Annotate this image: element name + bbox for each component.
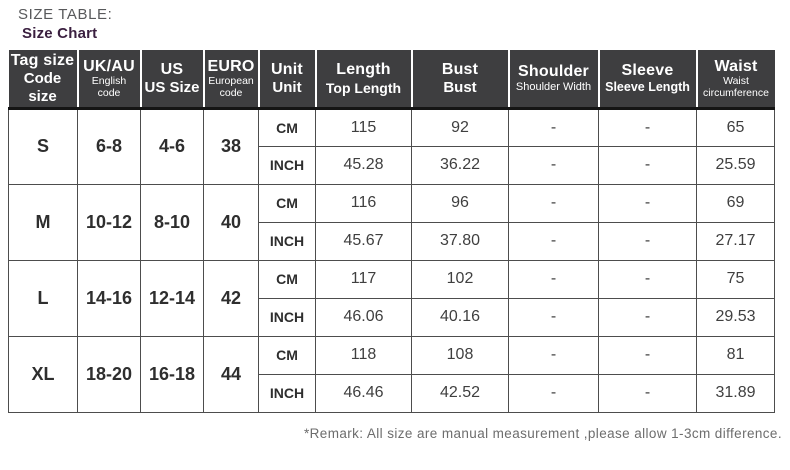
header-line2: Waist circumference bbox=[703, 75, 769, 99]
shoulder-value: - bbox=[509, 298, 599, 336]
waist-value: 31.89 bbox=[697, 374, 775, 412]
header-line1: Length bbox=[336, 61, 391, 79]
waist-value: 81 bbox=[697, 336, 775, 374]
col-header-bust bbox=[412, 50, 509, 108]
waist-value: 65 bbox=[697, 108, 775, 146]
bust-value: 92 bbox=[412, 108, 509, 146]
bust-value: 40.16 bbox=[412, 298, 509, 336]
unit-label: CM bbox=[259, 184, 316, 222]
page-title: SIZE TABLE: bbox=[18, 6, 113, 23]
length-value: 45.28 bbox=[316, 146, 412, 184]
header-line2: US Size bbox=[144, 79, 200, 97]
header-row bbox=[9, 50, 775, 108]
table-body bbox=[9, 108, 775, 412]
unit-label: CM bbox=[259, 108, 316, 146]
size-label: S bbox=[9, 108, 78, 184]
sleeve-value: - bbox=[599, 108, 697, 146]
header-line2: European code bbox=[208, 75, 254, 99]
bust-value: 108 bbox=[412, 336, 509, 374]
sleeve-value: - bbox=[599, 336, 697, 374]
col-header-length bbox=[316, 50, 412, 108]
header-line1: EURO bbox=[207, 57, 255, 75]
shoulder-value: - bbox=[509, 374, 599, 412]
unit-label: CM bbox=[259, 336, 316, 374]
header-line2: English code bbox=[91, 75, 127, 99]
euro-value: 38 bbox=[204, 108, 259, 184]
shoulder-value: - bbox=[509, 108, 599, 146]
size-label: L bbox=[9, 260, 78, 336]
col-header-sleeve bbox=[599, 50, 697, 108]
unit-label: INCH bbox=[259, 146, 316, 184]
waist-value: 27.17 bbox=[697, 222, 775, 260]
header-line1: Bust bbox=[441, 60, 479, 78]
header-line1: Shoulder bbox=[518, 62, 589, 80]
unit-label: INCH bbox=[259, 222, 316, 260]
col-header-unit bbox=[259, 50, 316, 108]
header-line2: Shoulder Width bbox=[515, 81, 592, 94]
waist-value: 29.53 bbox=[697, 298, 775, 336]
us-value: 16-18 bbox=[141, 336, 204, 412]
header-line1: UK/AU bbox=[83, 57, 135, 75]
remark-text: *Remark: All size are manual measurement ,please allow 1-3cm difference. bbox=[303, 425, 782, 441]
unit-label: INCH bbox=[259, 298, 316, 336]
shoulder-value: - bbox=[509, 222, 599, 260]
us-value: 12-14 bbox=[141, 260, 204, 336]
header-line2: Code size bbox=[23, 70, 62, 105]
size-label: XL bbox=[9, 336, 78, 412]
us-value: 4-6 bbox=[141, 108, 204, 184]
sleeve-value: - bbox=[599, 222, 697, 260]
shoulder-value: - bbox=[509, 336, 599, 374]
bust-value: 102 bbox=[412, 260, 509, 298]
header-line2: Top Length bbox=[325, 79, 402, 96]
bust-value: 42.52 bbox=[412, 374, 509, 412]
shoulder-value: - bbox=[509, 260, 599, 298]
table-row-m-cm bbox=[9, 184, 775, 222]
sleeve-value: - bbox=[599, 374, 697, 412]
col-header-euro bbox=[204, 50, 259, 108]
header-line2: Unit bbox=[272, 79, 302, 97]
sleeve-value: - bbox=[599, 298, 697, 336]
bust-value: 36.22 bbox=[412, 146, 509, 184]
bust-value: 96 bbox=[412, 184, 509, 222]
us-value: 8-10 bbox=[141, 184, 204, 260]
header-line1: Tag size bbox=[10, 52, 75, 69]
length-value: 117 bbox=[316, 260, 412, 298]
uk-au-value: 10-12 bbox=[78, 184, 141, 260]
col-header-shoulder bbox=[509, 50, 599, 108]
col-header-uk-au bbox=[78, 50, 141, 108]
waist-value: 75 bbox=[697, 260, 775, 298]
page-subtitle: Size Chart bbox=[22, 25, 98, 42]
sleeve-value: - bbox=[599, 260, 697, 298]
unit-label: CM bbox=[259, 260, 316, 298]
header-line2: Sleeve Length bbox=[605, 80, 690, 95]
length-value: 45.67 bbox=[316, 222, 412, 260]
waist-value: 69 bbox=[697, 184, 775, 222]
header-line1: US bbox=[160, 60, 184, 78]
length-value: 118 bbox=[316, 336, 412, 374]
sleeve-value: - bbox=[599, 146, 697, 184]
col-header-tag-size bbox=[9, 50, 78, 108]
shoulder-value: - bbox=[509, 146, 599, 184]
shoulder-value: - bbox=[509, 184, 599, 222]
length-value: 116 bbox=[316, 184, 412, 222]
sleeve-value: - bbox=[599, 184, 697, 222]
euro-value: 42 bbox=[204, 260, 259, 336]
header-line1: Unit bbox=[271, 60, 303, 78]
waist-value: 25.59 bbox=[697, 146, 775, 184]
uk-au-value: 18-20 bbox=[78, 336, 141, 412]
euro-value: 40 bbox=[204, 184, 259, 260]
euro-value: 44 bbox=[204, 336, 259, 412]
header-line1: Waist bbox=[714, 57, 758, 75]
length-value: 46.06 bbox=[316, 298, 412, 336]
size-label: M bbox=[9, 184, 78, 260]
table-header bbox=[9, 50, 775, 108]
col-header-waist bbox=[697, 50, 775, 108]
col-header-us bbox=[141, 50, 204, 108]
uk-au-value: 6-8 bbox=[78, 108, 141, 184]
uk-au-value: 14-16 bbox=[78, 260, 141, 336]
length-value: 115 bbox=[316, 108, 412, 146]
table-row-s-cm bbox=[9, 108, 775, 146]
header-line1: Sleeve bbox=[621, 61, 674, 79]
header-line2: Bust bbox=[443, 79, 477, 97]
size-chart-table bbox=[8, 50, 775, 413]
bust-value: 37.80 bbox=[412, 222, 509, 260]
table-row-xl-cm bbox=[9, 336, 775, 374]
length-value: 46.46 bbox=[316, 374, 412, 412]
table-row-l-cm bbox=[9, 260, 775, 298]
unit-label: INCH bbox=[259, 374, 316, 412]
